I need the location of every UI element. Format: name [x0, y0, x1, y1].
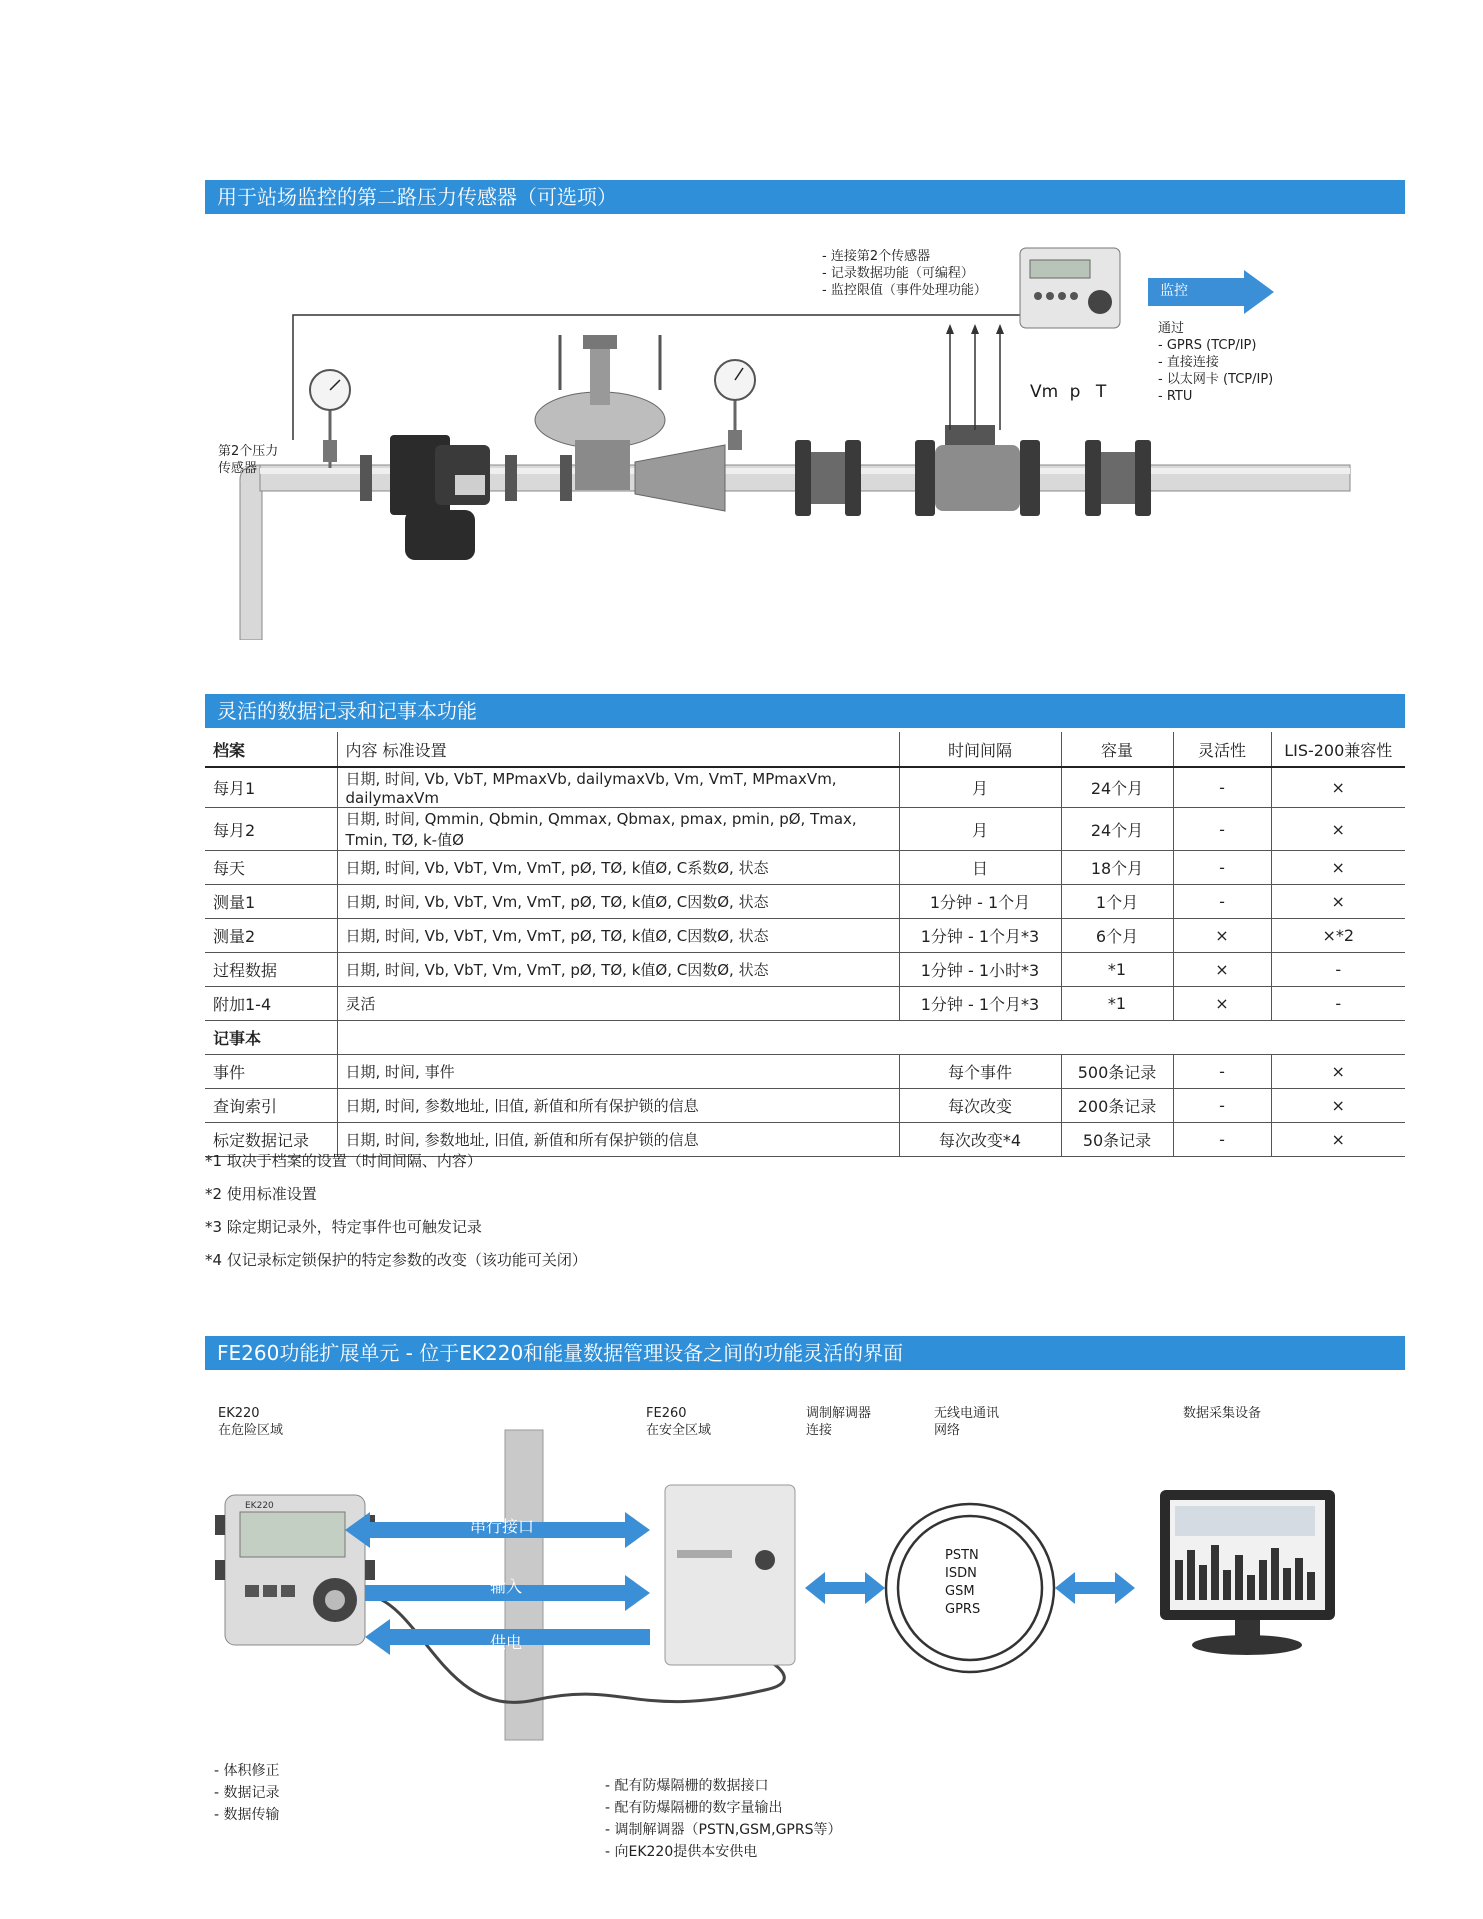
via-item: - RTU: [1158, 389, 1193, 404]
table-row: [205, 851, 1405, 885]
row-capacity: 1个月: [1061, 885, 1173, 919]
ek220-caption-line1: EK220: [218, 1406, 260, 1421]
p-label: p: [1069, 382, 1081, 402]
row-lis: ×*2: [1271, 919, 1405, 953]
row-capacity: 6个月: [1061, 919, 1173, 953]
section1-title: 用于站场监控的第二路压力传感器（可选项）: [217, 185, 617, 209]
wireless-caption-line2: 网络: [934, 1423, 961, 1438]
row-lis: -: [1271, 987, 1405, 1021]
power-label: 供电: [490, 1633, 523, 1652]
feature-item: - 监控限值（事件处理功能）: [822, 283, 987, 298]
footnote-4: *4 仅记录标定锁保护的特定参数的改变（该功能可关闭）: [205, 1251, 587, 1269]
modem-double-arrow: [805, 1572, 885, 1604]
table-row: [205, 1055, 1405, 1089]
row-interval: 月: [899, 767, 1061, 808]
fe260-caption-line1: FE260: [646, 1406, 687, 1421]
ek220-features: [214, 1760, 280, 1826]
row-interval: 1分钟 - 1小时*3: [899, 953, 1061, 987]
ek220-caption-line2: 在危险区域: [218, 1423, 284, 1438]
fe260-features: [605, 1775, 841, 1863]
row-interval: 日: [899, 851, 1061, 885]
logbook-section-row: [205, 1021, 1405, 1055]
footnote-1: *1 取决于档案的设置（时间间隔、内容）: [205, 1152, 482, 1170]
header-lis: LIS-200兼容性: [1271, 732, 1405, 767]
table-row: [205, 1089, 1405, 1123]
section2-banner: [205, 694, 1405, 728]
row-lis: ×: [1271, 1055, 1405, 1089]
header-capacity: 容量: [1061, 732, 1173, 767]
row-flex: -: [1173, 808, 1271, 851]
measurement-labels: [1030, 382, 1106, 402]
row-name: 事件: [205, 1055, 337, 1089]
via-item: - 直接连接: [1158, 355, 1219, 370]
row-capacity: *1: [1061, 953, 1173, 987]
feature-item: - 记录数据功能（可编程）: [822, 266, 974, 281]
network-list: [945, 1547, 980, 1619]
monitor-label: 监控: [1160, 283, 1188, 299]
corrector-features: [822, 248, 987, 299]
ek-feature-item: - 数据传输: [214, 1807, 280, 1823]
via-title: 通过: [1158, 321, 1185, 336]
row-name: 测量2: [205, 919, 337, 953]
row-flex: -: [1173, 885, 1271, 919]
row-name: 每月1: [205, 767, 337, 808]
row-flex: -: [1173, 1123, 1271, 1157]
row-flex: -: [1173, 767, 1271, 808]
row-capacity: *1: [1061, 987, 1173, 1021]
row-flex: -: [1173, 1055, 1271, 1089]
vm-label: Vm: [1030, 382, 1059, 402]
header-flexibility: 灵活性: [1173, 732, 1271, 767]
table-row: [205, 808, 1405, 851]
row-name: 每月2: [205, 808, 337, 851]
feature-item: - 连接第2个传感器: [822, 249, 931, 264]
row-lis: ×: [1271, 851, 1405, 885]
header-content: 内容 标准设置: [337, 732, 899, 767]
t-label: T: [1095, 382, 1107, 402]
sensor-label-line2: 传感器: [218, 461, 258, 476]
section3-title: FE260功能扩展单元 - 位于EK220和能量数据管理设备之间的功能灵活的界面: [217, 1341, 904, 1365]
row-capacity: 200条记录: [1061, 1089, 1173, 1123]
row-name: 附加1-4: [205, 987, 337, 1021]
row-interval: 1分钟 - 1个月*3: [899, 987, 1061, 1021]
fe-feature-item: - 配有防爆隔栅的数字量输出: [605, 1800, 783, 1816]
table-row: [205, 919, 1405, 953]
riser-pipe: [240, 480, 262, 640]
row-name: 查询索引: [205, 1089, 337, 1123]
logbook-title: 记事本: [205, 1021, 337, 1055]
row-flex: -: [1173, 1089, 1271, 1123]
row-lis: ×: [1271, 767, 1405, 808]
wireless-caption-line1: 无线电通讯: [934, 1406, 1000, 1421]
section2-title: 灵活的数据记录和记事本功能: [217, 699, 477, 723]
row-content: 日期, 时间, 参数地址, 旧值, 新值和所有保护锁的信息: [337, 1089, 899, 1123]
row-content: 日期, 时间, 事件: [337, 1055, 899, 1089]
row-capacity: 500条记录: [1061, 1055, 1173, 1089]
row-name: 测量1: [205, 885, 337, 919]
footnote-3: *3 除定期记录外，特定事件也可触发记录: [205, 1218, 482, 1236]
network-item: ISDN: [945, 1566, 977, 1581]
row-capacity: 50条记录: [1061, 1123, 1173, 1157]
row-name: 标定数据记录: [205, 1123, 337, 1157]
row-content: 灵活: [337, 987, 899, 1021]
row-interval: 每次改变*4: [899, 1123, 1061, 1157]
sensor-label-line1: 第2个压力: [218, 444, 279, 459]
row-name: 过程数据: [205, 953, 337, 987]
row-capacity: 18个月: [1061, 851, 1173, 885]
network-item: GSM: [945, 1584, 975, 1599]
via-item: - GPRS (TCP/IP): [1158, 338, 1257, 353]
row-flex: ×: [1173, 919, 1271, 953]
fe-feature-item: - 调制解调器（PSTN,GSM,GPRS等）: [605, 1822, 842, 1838]
section3-banner: [205, 1336, 1405, 1370]
header-interval: 时间间隔: [899, 732, 1061, 767]
turbine-meter: [935, 445, 1020, 511]
device-brand: EK220: [245, 1501, 274, 1511]
row-content: 日期, 时间, 参数地址, 旧值, 新值和所有保护锁的信息: [337, 1123, 899, 1157]
row-name: 每天: [205, 851, 337, 885]
row-capacity: 24个月: [1061, 808, 1173, 851]
network-item: GPRS: [945, 1602, 981, 1617]
row-lis: -: [1271, 953, 1405, 987]
row-lis: ×: [1271, 1123, 1405, 1157]
table-row: [205, 885, 1405, 919]
via-item: - 以太网卡 (TCP/IP): [1158, 372, 1274, 387]
ek-feature-item: - 体积修正: [214, 1763, 280, 1779]
header-archive: 档案: [205, 732, 337, 767]
archive-table: [205, 732, 1405, 1157]
row-lis: ×: [1271, 1089, 1405, 1123]
modem-caption-line1: 调制解调器: [806, 1406, 872, 1421]
table-header-row: [205, 732, 1405, 767]
row-content: 日期, 时间, Vb, VbT, Vm, VmT, pØ, TØ, k值Ø, C因数Ø, 状态: [337, 953, 899, 987]
row-content: 日期, 时间, Vb, VbT, Vm, VmT, pØ, TØ, k值Ø, C系数Ø, 状态: [337, 851, 899, 885]
fe260-diagram: [205, 1420, 1405, 1750]
row-content: 日期, 时间, Vb, VbT, MPmaxVb, dailymaxVb, Vm, VmT, MPmaxVm, dailymaxVm: [337, 767, 899, 808]
input-label: 输入: [490, 1577, 523, 1596]
ek-feature-item: - 数据记录: [214, 1785, 280, 1801]
serial-label: 串行接口: [470, 1517, 535, 1536]
via-list: [1158, 320, 1273, 405]
table-row: [205, 767, 1405, 808]
footnote-2: *2 使用标准设置: [205, 1185, 317, 1203]
network-double-arrow: [1055, 1572, 1135, 1604]
section1-banner: [205, 180, 1405, 214]
row-content: 日期, 时间, Vb, VbT, Vm, VmT, pØ, TØ, k值Ø, C因数Ø, 状态: [337, 885, 899, 919]
table-row: [205, 953, 1405, 987]
row-capacity: 24个月: [1061, 767, 1173, 808]
row-flex: ×: [1173, 987, 1271, 1021]
row-interval: 1分钟 - 1个月: [899, 885, 1061, 919]
logbook-empty: [337, 1021, 1405, 1055]
modem-caption-line2: 连接: [806, 1423, 833, 1438]
row-flex: -: [1173, 851, 1271, 885]
row-interval: 月: [899, 808, 1061, 851]
fe260-device: [665, 1485, 795, 1665]
fe-feature-item: - 向EK220提供本安供电: [605, 1844, 758, 1860]
row-interval: 每次改变: [899, 1089, 1061, 1123]
row-content: 日期, 时间, Vb, VbT, Vm, VmT, pØ, TØ, k值Ø, C因数Ø, 状态: [337, 919, 899, 953]
row-interval: 每个事件: [899, 1055, 1061, 1089]
network-item: PSTN: [945, 1548, 979, 1563]
row-interval: 1分钟 - 1个月*3: [899, 919, 1061, 953]
table-row: [205, 987, 1405, 1021]
row-content: 日期, 时间, Qmmin, Qbmin, Qmmax, Qbmax, pmax, pmin, pØ, Tmax, Tmin, TØ, k-值Ø: [337, 808, 899, 851]
acquisition-caption: 数据采集设备: [1183, 1406, 1262, 1421]
fe260-caption-line2: 在安全区域: [646, 1423, 712, 1438]
row-lis: ×: [1271, 808, 1405, 851]
row-flex: ×: [1173, 953, 1271, 987]
row-lis: ×: [1271, 885, 1405, 919]
fe-feature-item: - 配有防爆隔栅的数据接口: [605, 1778, 769, 1794]
second-sensor-label: [218, 443, 278, 477]
